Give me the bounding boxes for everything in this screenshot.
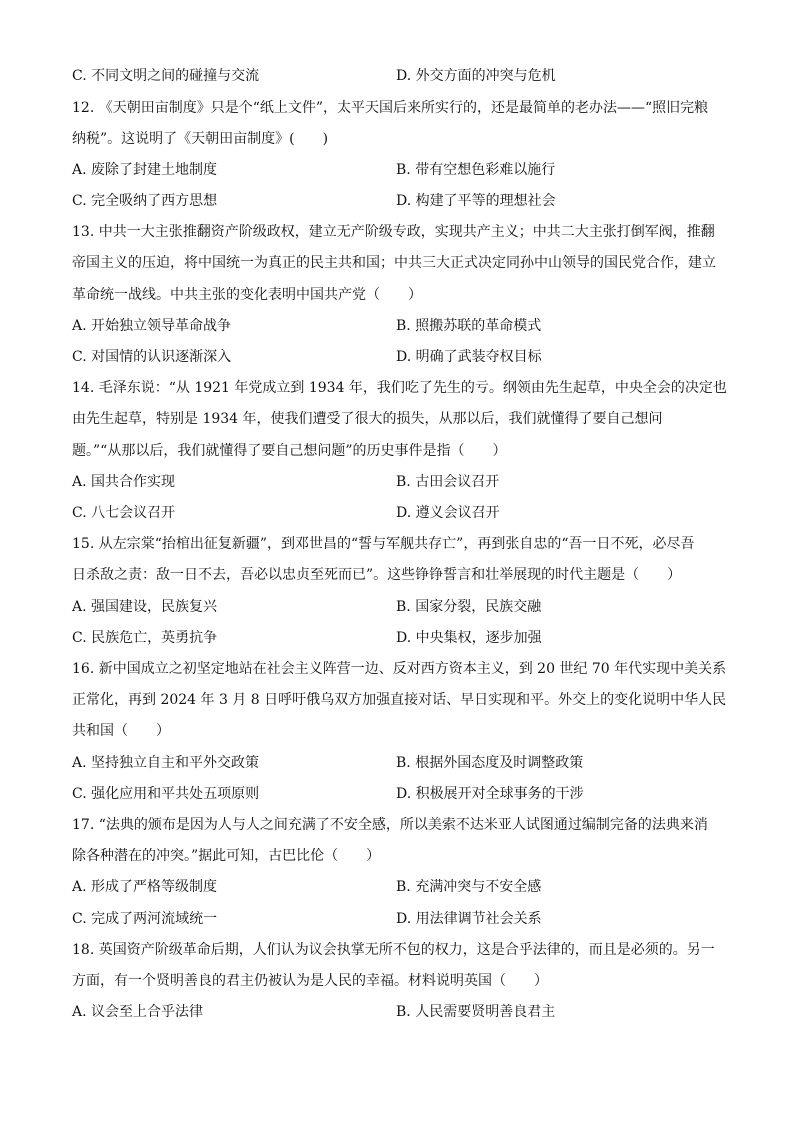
q13-stem-line-1: 13. 中共一大主张推翻资产阶级政权，建立无产阶级专政，实现共产主义；中共二大主张打倒军阀，推翻 bbox=[72, 224, 715, 240]
q16-option-d: D. 积极展开对全球事务的干涉 bbox=[396, 786, 584, 802]
q14-stem-line-1: 14. 毛泽东说：“从 1921 年党成立到 1934 年，我们吃了先生的亏。纲领由先生起草，中央全会的决定也 bbox=[72, 380, 727, 396]
q12-stem-line-1: 12. 《天朝田亩制度》只是个“纸上文件”，太平天国后来所实行的，还是最简单的老办法——“照旧完粮 bbox=[72, 100, 709, 116]
q14-option-b: B. 古田会议召开 bbox=[396, 474, 500, 490]
q17-option-c: C. 完成了两河流域统一 bbox=[72, 911, 218, 927]
q15-stem-line-2: 日杀敌之责：敌一日不去，吾必以忠贞至死而已”。这些铮铮誓言和壮举展现的时代主题是（ ） bbox=[72, 567, 682, 583]
q14-stem-line-2: 由先生起草，特别是 1934 年，使我们遭受了很大的损失，从那以后，我们就懂得了要自己想问 bbox=[72, 411, 663, 427]
q16-option-b: B. 根据外国态度及时调整政策 bbox=[396, 755, 584, 771]
q14-stem-line-3: 题。”“从那以后，我们就懂得了要自己想问题”的历史事件是指（ ） bbox=[72, 443, 507, 459]
q16-stem-line-3: 共和国（ ） bbox=[72, 723, 170, 739]
q15-option-c: C. 民族危亡，英勇抗争 bbox=[72, 630, 218, 646]
q11-option-c: C. 不同文明之间的碰撞与交流 bbox=[72, 68, 260, 84]
q11-option-d: D. 外交方面的冲突与危机 bbox=[396, 68, 556, 84]
q18-option-b: B. 人民需要贤明善良君主 bbox=[396, 1004, 556, 1020]
q14-option-a: A. 国共合作实现 bbox=[72, 474, 176, 490]
q12-option-b: B. 带有空想色彩难以施行 bbox=[396, 162, 556, 178]
q17-stem-line-1: 17. “法典的颁布是因为人与人之间充满了不安全感，所以美索不达米亚人试图通过编制完备的法典来消 bbox=[72, 817, 708, 833]
q13-stem-line-3: 革命统一战线。中共主张的变化表明中国共产党（ ） bbox=[72, 287, 422, 303]
q15-stem-line-1: 15. 从左宗棠“抬棺出征复新疆”，到邓世昌的“誓与军舰共存亡”，再到张自忠的“吾一日不死，必尽吾 bbox=[72, 536, 695, 552]
q12-stem-line-2: 纳税”。这说明了《天朝田亩制度》( ) bbox=[72, 131, 329, 147]
q18-stem-line-2: 方面，有一个贤明善良的君主仍被认为是人民的幸福。材料说明英国（ ） bbox=[72, 973, 548, 989]
q15-option-d: D. 中央集权，逐步加强 bbox=[396, 630, 542, 646]
q13-option-c: C. 对国情的认识逐渐深入 bbox=[72, 349, 232, 365]
q15-option-a: A. 强国建设，民族复兴 bbox=[72, 599, 218, 615]
q16-stem-line-2: 正常化，再到 2024 年 3 月 8 日呼吁俄乌双方加强直接对话、早日实现和平。外交上的变化说明中华人民 bbox=[72, 692, 727, 708]
q18-stem-line-1: 18. 英国资产阶级革命后期，人们认为议会执掌无所不包的权力，这是合乎法律的，而且是必须的。另一 bbox=[72, 942, 715, 958]
q13-option-b: B. 照搬苏联的革命模式 bbox=[396, 318, 542, 334]
q14-option-c: C. 八七会议召开 bbox=[72, 505, 176, 521]
q17-option-a: A. 形成了严格等级制度 bbox=[72, 879, 218, 895]
q12-option-c: C. 完全吸纳了西方思想 bbox=[72, 193, 218, 209]
q18-option-a: A. 议会至上合乎法律 bbox=[72, 1004, 204, 1020]
q17-option-d: D. 用法律调节社会关系 bbox=[396, 911, 542, 927]
q12-option-a: A. 废除了封建土地制度 bbox=[72, 162, 218, 178]
q13-stem-line-2: 帝国主义的压迫，将中国统一为真正的民主共和国；中共三大正式决定同孙中山领导的国民党合作，建立 bbox=[72, 255, 716, 271]
q16-stem-line-1: 16. 新中国成立之初坚定地站在社会主义阵营一边、反对西方资本主义，到 20 世纪 70 年代实现中美关系 bbox=[72, 661, 727, 677]
q14-option-d: D. 遵义会议召开 bbox=[396, 505, 500, 521]
q16-option-c: C. 强化应用和平共处五项原则 bbox=[72, 786, 260, 802]
q17-option-b: B. 充满冲突与不安全感 bbox=[396, 879, 542, 895]
q12-option-d: D. 构建了平等的理想社会 bbox=[396, 193, 556, 209]
q13-option-d: D. 明确了武装夺权目标 bbox=[396, 349, 542, 365]
q13-option-a: A. 开始独立领导革命战争 bbox=[72, 318, 232, 334]
q15-option-b: B. 国家分裂，民族交融 bbox=[396, 599, 542, 615]
q16-option-a: A. 坚持独立自主和平外交政策 bbox=[72, 755, 260, 771]
q17-stem-line-2: 除各种潜在的冲突。”据此可知，古巴比伦（ ） bbox=[72, 848, 381, 864]
